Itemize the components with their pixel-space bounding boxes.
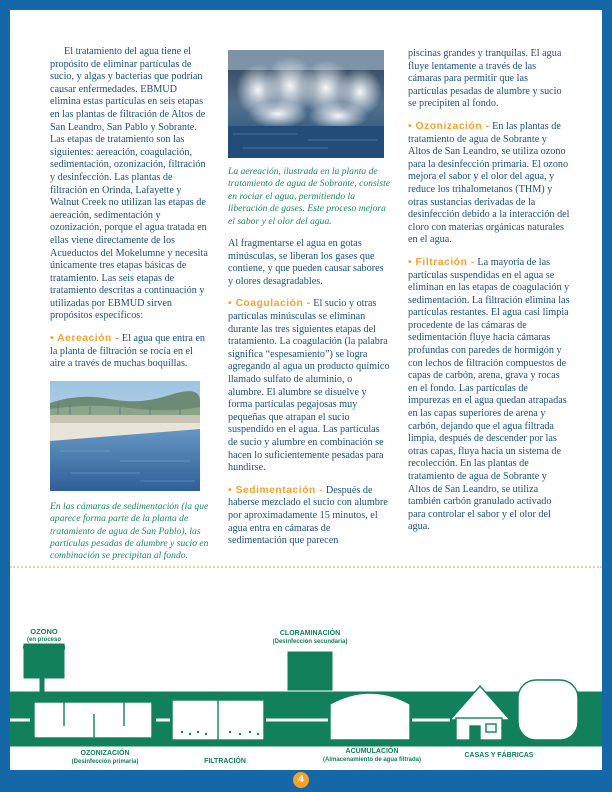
filtracion-text: La mayoría de las partículas suspendidas en el agua se eliminan en las etapas de coagulación y sedimentación. La filtración elimina las partículas restantes. El agua casi limpia procedente de las cámaras de sedimentación fluye hacia cámaras profundas con paredes de hormigón y con lechos de filtración compuestos de capas de carbón, arena, grava y rocas en el fondo. Las partículas de impurezas en el agua quedan atrapadas en las capas superiores de arena y carbón, dejando que el agua filtrada limpia, después de descender por las otras capas, fluya hacia un sistema de recolección. En las plantas de tratamiento de agua de Sobrante y Altos de San Leandro, se utiliza también carbón granulado activado para controlar el sabor y el olor del agua. — [408, 256, 570, 533]
ozonizacion-paragraph — [408, 121, 570, 247]
coagulacion-text: El sucio y otras partículas minúsculas se eliminan durante las tres siguientes etapas del tratamiento. La coagulación (la palabra significa “espesamiento”) se logra agregando al agua un producto químico llamado sulfato de aluminio, o alumbre. El alumbre se disuelve y forma partículas pegajosas muy pequeñas que atrapan el sucio suspendido en el agua. Las partículas de sucio y alumbre en combinación se hacen lo suficientemente pesadas para hundirse. — [228, 298, 390, 474]
aereacion-paragraph — [50, 333, 210, 371]
aeration-photo-caption: La aereación, ilustrada en la planta de tratamiento de agua de Sobrante, consiste en rociar el agua, permitiendo la liberación de gases. Este proceso mejora el sabor y el olor del agua. — [228, 166, 391, 227]
acumulacion-label: ACUMULACIÓN (Almacenamiento de agua filtrada) — [322, 748, 422, 763]
ozonizacion-text: En las plantas de tratamiento de agua de Sobrante y Altos de San Leandro, se utiliza ozono para la desinfección primaria. El ozono mejora el sabor y el olor del agua, y reduce los trihalometanos (THM) y otras sustancias derivadas de la desinfección debido a la interacción del cloro con materias orgánicas naturales en el agua. — [408, 120, 570, 246]
page — [10, 10, 602, 770]
coagulacion-paragraph — [228, 298, 390, 474]
sedimentacion-heading: • Sedimentación - — [228, 484, 324, 496]
dotted-divider — [10, 566, 602, 568]
sedimentacion-text: Después de haberse mezclado el sucio con alumbre por aproximadamente 15 minutos, el agua entra en cámaras de sedimentación que parecen — [228, 484, 388, 547]
page-number: 4 — [293, 772, 309, 788]
cloraminacion-label: CLORAMINACIÓN (Desinfección secundaria) — [272, 630, 348, 645]
casas-fabricas-label: CASAS Y FÁBRICAS — [464, 752, 534, 759]
treatment-process-diagram — [10, 600, 602, 770]
ozonizacion-diagram-label: OZONIZACIÓN (Desinfección primaria) — [71, 750, 139, 765]
column-2 — [228, 50, 390, 558]
aeration-photo — [228, 50, 384, 158]
sedimentation-photo-caption: En las cámaras de sedimentación (la que aparece forma parte de la planta de tratamiento de agua de San Pablo), las partículas pesadas de alumbre y sucio en combinación se precipitan al fondo. — [50, 500, 209, 562]
coagulacion-heading: • Coagulación - — [228, 298, 311, 310]
intro-paragraph: El tratamiento del agua tiene el propósito de eliminar partículas de sucio, y algas y bacterias que podrían causar enfermedades. EBMUD elimina estas partículas en seis etapas en las plantas de filtración de Altos de San Leandro, San Pablo y Sobrante. Las etapas de tratamiento son las siguientes: aereación, coagulación, sedimentación, ozonización, filtración y desinfección. Las plantas de filtración en Orinda, Lafayette y Walnut Creek no utilizan las etapas de aereación, sedimentación y ozonización, porque el agua tratada en ellas viene directamente de los Acueductos del Mokelumne y necesita únicamente tres etapas básicas de tratamiento. Las seis etapas de tratamiento descritas a continuación y utilizadas por EBMUD sirven propósitos específicos: — [50, 46, 208, 322]
col2-paragraph-1: Al fragmentarse el agua en gotas minúsculas, se liberan los gases que contiene, y que pueden causar sabores y olores desagradables. — [228, 238, 384, 287]
ozono-label: OZONO (en proceso de fabricación) — [22, 627, 66, 651]
aereacion-heading: • Aereación - — [50, 333, 120, 345]
sedimentation-photo — [50, 381, 200, 491]
filtracion-diagram-label: FILTRACIÓN — [204, 758, 246, 765]
process-illustration — [10, 600, 602, 770]
ozonizacion-heading: • Ozonización - — [408, 120, 490, 132]
column-1 — [50, 46, 210, 573]
col3-paragraph-1: piscinas grandes y tranquilas. El agua fluye lentamente a través de las cámaras para permitir que las partículas pesadas de alumbre y sucio se precipiten al fondo. — [408, 48, 562, 110]
column-3 — [408, 48, 570, 544]
aereacion-text: El agua que entra en la planta de filtración se rocía en el aire a través de muchas boquillas. — [50, 333, 206, 370]
sedimentacion-paragraph — [228, 485, 390, 548]
filtracion-paragraph — [408, 257, 570, 534]
filtracion-heading: • Filtración - — [408, 256, 475, 268]
